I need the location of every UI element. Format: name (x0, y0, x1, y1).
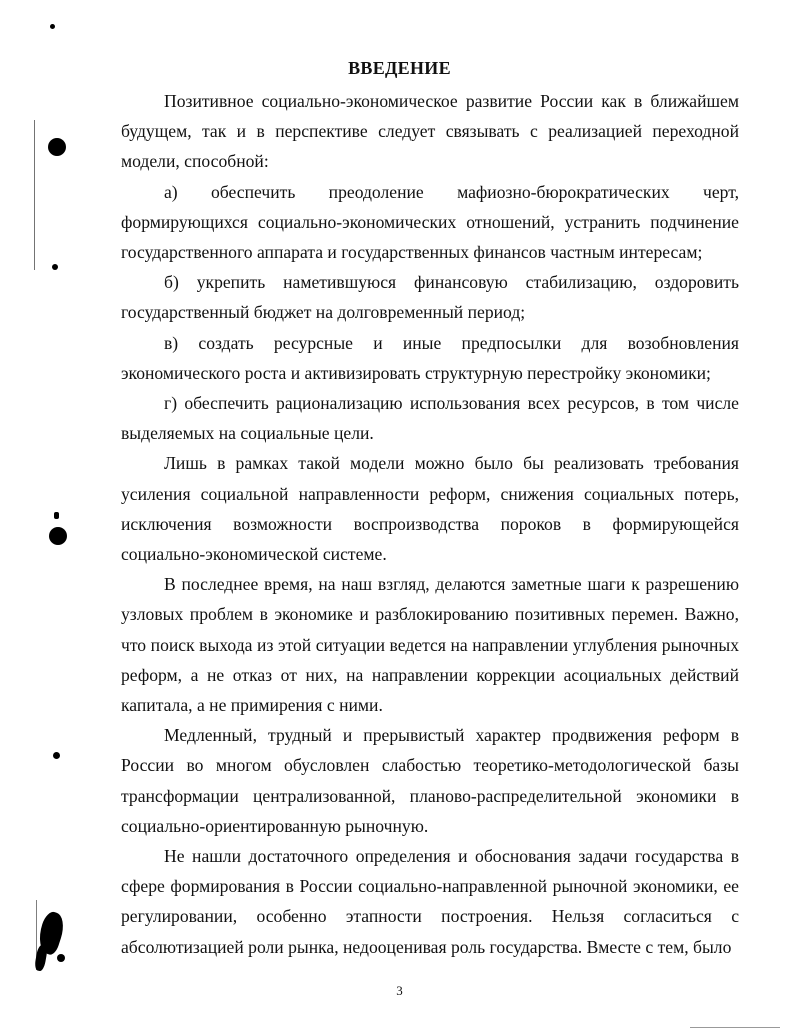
document-body (121, 86, 739, 962)
scan-mark (50, 24, 55, 29)
page-number: 3 (396, 983, 403, 998)
list-item: б) укрепить наметившуюся финансовую стабилизацию, оздоровить государственный бюджет на долговременный период; (121, 272, 739, 323)
paragraph: Позитивное социально-экономическое развитие России как в ближайшем будущем, так и в перспективе следует связывать с реализацией переходной модели, способной: (121, 91, 739, 172)
scan-mark (54, 512, 59, 519)
paragraph: Не нашли достаточного определения и обоснования задачи государства в сфере формирования в России социально-направленной рыночной экономики, ее регулировании, особенно этапности построения. Нельзя согласиться с абсолютизацией роли рынка, недооценивая роль государства. Вместе с тем, было (121, 846, 739, 957)
binder-hole-mark (48, 138, 66, 156)
scan-mark (53, 752, 60, 759)
paragraph: Медленный, трудный и прерывистый характер продвижения реформ в России во многом обусловлен слабостью теоретико-методологической базы трансформации централизованной, планово-распределительной экономики в социально-ориентированную рыночную. (121, 725, 739, 836)
paragraph: Лишь в рамках такой модели можно было бы реализовать требования усиления социальной направленности реформ, снижения социальных потерь, исключения возможности воспроизводства пороков в формирующейся социально-экономической системе. (121, 453, 739, 565)
scan-mark (52, 264, 58, 270)
list-item: г) обеспечить рационализацию использования всех ресурсов, в том числе выделяемых на социальные цели. (121, 393, 739, 444)
page-title: ВВЕДЕНИЕ (348, 58, 451, 78)
scan-edge-line (34, 120, 35, 270)
paragraph: В последнее время, на наш взгляд, делаются заметные шаги к разрешению узловых проблем в экономике и разблокированию позитивных перемен. Важно, что поиск выхода из этой ситуации ведется на направлении углубления рыночных реформ, а не отказ от них, на направлении коррекции асоциальных действий капитала, а не примирения с ними. (121, 574, 739, 716)
binder-hole-mark (49, 527, 67, 545)
scan-edge-line (690, 1027, 780, 1028)
list-item: а) обеспечить преодоление мафиозно-бюрократических черт, формирующихся социально-экономических отношений, устранить подчинение государственного аппарата и государственных финансов частным интересам; (121, 181, 739, 263)
binder-hole-mark (57, 954, 65, 962)
list-item: в) создать ресурсные и иные предпосылки для возобновления экономического роста и активизировать структурную перестройку экономики; (121, 332, 739, 383)
